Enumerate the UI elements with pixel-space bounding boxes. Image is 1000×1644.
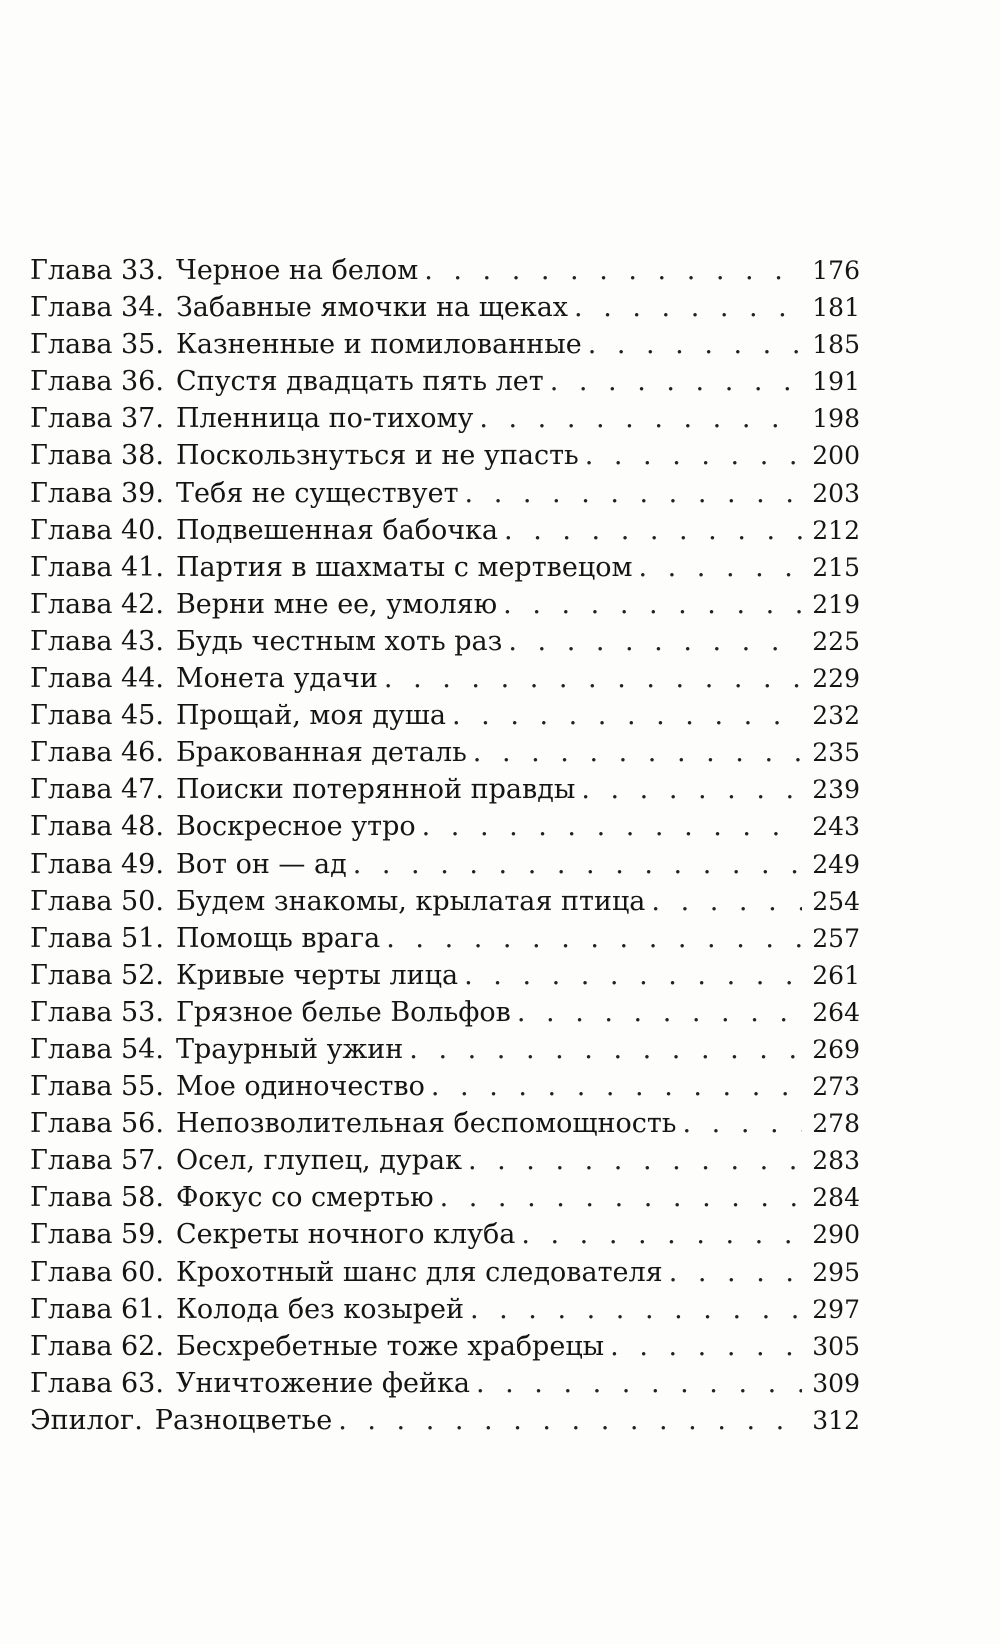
chapter-number: Глава 43. (30, 625, 164, 657)
chapter-number: Глава 52. (30, 959, 164, 991)
chapter-number: Глава 48. (30, 811, 164, 843)
page-number: 239 (812, 775, 860, 805)
page-number: 200 (812, 441, 860, 471)
dot-leader (550, 363, 802, 400)
toc-entry (30, 289, 860, 326)
chapter-number: Глава 38. (30, 440, 164, 472)
page-number: 235 (812, 738, 860, 768)
dot-leader (470, 1291, 802, 1328)
chapter-title: Мое одиночество (175, 1071, 425, 1103)
toc-entry (30, 697, 860, 734)
chapter-title: Монета удачи (175, 663, 378, 695)
chapter-number: Глава 33. (30, 255, 164, 286)
chapter-number: Глава 56. (30, 1108, 164, 1140)
toc-entry (30, 808, 860, 845)
dot-leader (409, 1031, 802, 1068)
chapter-number: Глава 41. (30, 551, 164, 583)
dot-leader (574, 289, 802, 326)
dot-leader (588, 326, 802, 363)
chapter-number: Глава 45. (30, 700, 164, 732)
chapter-title: Воскресное утро (175, 811, 416, 843)
dot-leader (468, 1142, 802, 1179)
chapter-title: Будем знакомы, крылатая птица (175, 885, 646, 917)
page-number: 284 (812, 1183, 860, 1213)
chapter-number: Глава 47. (30, 774, 164, 806)
chapter-number: Глава 40. (30, 514, 164, 546)
chapter-title: Помощь врага (175, 922, 381, 954)
page-number: 305 (812, 1331, 860, 1361)
chapter-title: Кривые черты лица (175, 959, 459, 991)
dot-leader (464, 957, 802, 994)
chapter-title: Колода без козырей (175, 1293, 464, 1325)
chapter-title: Забавные ямочки на щеках (175, 292, 569, 324)
chapter-number: Глава 46. (30, 737, 164, 769)
chapter-number: Эпилог. (30, 1404, 143, 1436)
page-number: 290 (812, 1220, 860, 1250)
chapter-title: Бесхребетные тоже храбрецы (175, 1330, 605, 1362)
chapter-number: Глава 58. (30, 1182, 164, 1214)
chapter-number: Глава 51. (30, 922, 164, 954)
toc-entry (30, 1105, 860, 1142)
chapter-title: Грязное белье Вольфов (175, 996, 511, 1028)
page-number: 278 (812, 1109, 860, 1139)
page-number: 185 (812, 330, 860, 360)
toc-entry (30, 437, 860, 474)
dot-leader (353, 846, 802, 883)
chapter-number: Глава 57. (30, 1145, 164, 1177)
chapter-title: Уничтожение фейка (175, 1367, 470, 1399)
chapter-title: Казненные и помилованные (175, 329, 582, 361)
page-number: 212 (812, 515, 860, 545)
dot-leader (638, 549, 802, 586)
chapter-number: Глава 54. (30, 1033, 164, 1065)
dot-leader (669, 1254, 802, 1291)
chapter-number: Глава 63. (30, 1367, 164, 1399)
dot-leader (440, 1179, 802, 1216)
table-of-contents (30, 252, 860, 1439)
dot-leader (503, 586, 802, 623)
chapter-title: Секреты ночного клуба (175, 1219, 516, 1251)
chapter-title: Вот он — ад (175, 848, 347, 880)
chapter-number: Глава 35. (30, 329, 164, 361)
page-number: 176 (812, 256, 860, 285)
chapter-title: Траурный ужин (175, 1033, 404, 1065)
dot-leader (465, 475, 802, 512)
toc-entry (30, 1031, 860, 1068)
page-number: 249 (812, 849, 860, 879)
toc-entry (30, 1068, 860, 1105)
dot-leader (338, 1402, 802, 1439)
toc-entry (30, 660, 860, 697)
chapter-number: Глава 53. (30, 996, 164, 1028)
dot-leader (424, 252, 802, 289)
chapter-number: Глава 37. (30, 403, 164, 435)
page-number: 261 (812, 960, 860, 990)
dot-leader (585, 437, 802, 474)
dot-leader (384, 660, 802, 697)
dot-leader (521, 1216, 802, 1253)
chapter-title: Крохотный шанс для следователя (175, 1256, 663, 1288)
chapter-number: Глава 39. (30, 477, 164, 509)
chapter-title: Бракованная деталь (175, 737, 467, 769)
toc-entry (30, 400, 860, 437)
chapter-title: Поскользнуться и не упасть (175, 440, 579, 472)
dot-leader (517, 994, 802, 1031)
page-number: 203 (812, 478, 860, 508)
toc-entry (30, 326, 860, 363)
toc-entry (30, 512, 860, 549)
chapter-number: Глава 55. (30, 1071, 164, 1103)
chapter-title: Прощай, моя душа (175, 700, 446, 732)
page-number: 295 (812, 1257, 860, 1287)
toc-entry (30, 1142, 860, 1179)
chapter-title: Верни мне ее, умоляю (175, 588, 498, 620)
dot-leader (508, 623, 802, 660)
chapter-number: Глава 44. (30, 663, 164, 695)
page-number: 312 (812, 1405, 860, 1435)
dot-leader (479, 400, 802, 437)
chapter-title: Спустя двадцать пять лет (175, 366, 544, 398)
toc-entry (30, 957, 860, 994)
toc-entry (30, 252, 860, 289)
chapter-title: Партия в шахматы с мертвецом (175, 551, 633, 583)
toc-entry (30, 734, 860, 771)
page-number: 273 (812, 1072, 860, 1102)
chapter-title: Тебя не существует (175, 477, 459, 509)
dot-leader (452, 697, 802, 734)
dot-leader (476, 1365, 802, 1402)
dot-leader (422, 808, 802, 845)
chapter-number: Глава 50. (30, 885, 164, 917)
chapter-number: Глава 36. (30, 366, 164, 398)
page-number: 219 (812, 589, 860, 619)
toc-entry (30, 623, 860, 660)
chapter-title: Поиски потерянной правды (175, 774, 576, 806)
chapter-title: Непозволительная беспомощность (175, 1108, 677, 1140)
chapter-number: Глава 34. (30, 292, 164, 324)
page-number: 198 (812, 404, 860, 434)
toc-entry (30, 994, 860, 1031)
page-number: 243 (812, 812, 860, 842)
chapter-title: Разноцветье (154, 1404, 333, 1436)
toc-entry (30, 1179, 860, 1216)
chapter-number: Глава 62. (30, 1330, 164, 1362)
toc-entry (30, 846, 860, 883)
chapter-title: Будь честным хоть раз (175, 625, 503, 657)
toc-entry (30, 883, 860, 920)
toc-entry (30, 586, 860, 623)
toc-entry (30, 363, 860, 400)
toc-entry (30, 549, 860, 586)
toc-entry (30, 1365, 860, 1402)
page-number: 297 (812, 1294, 860, 1324)
page-number: 191 (812, 367, 860, 397)
toc-entry (30, 1254, 860, 1291)
page-number: 283 (812, 1146, 860, 1176)
dot-leader (386, 920, 802, 957)
chapter-number: Глава 61. (30, 1293, 164, 1325)
page-number: 229 (812, 664, 860, 694)
chapter-title: Пленница по-тихому (175, 403, 474, 435)
chapter-number: Глава 42. (30, 588, 164, 620)
dot-leader (610, 1328, 802, 1365)
page-number: 257 (812, 923, 860, 953)
dot-leader (581, 771, 802, 808)
chapter-number: Глава 60. (30, 1256, 164, 1288)
page-number: 215 (812, 552, 860, 582)
page-number: 264 (812, 997, 860, 1027)
chapter-title: Осел, глупец, дурак (175, 1145, 462, 1177)
page-number: 181 (812, 293, 860, 323)
page-number: 309 (812, 1368, 860, 1398)
toc-entry (30, 1291, 860, 1328)
toc-entry (30, 1216, 860, 1253)
toc-entry (30, 475, 860, 512)
chapter-number: Глава 59. (30, 1219, 164, 1251)
toc-entry (30, 1402, 860, 1439)
chapter-number: Глава 49. (30, 848, 164, 880)
toc-entry (30, 1328, 860, 1365)
page-number: 232 (812, 701, 860, 731)
chapter-title: Подвешенная бабочка (175, 514, 499, 546)
dot-leader (683, 1105, 802, 1142)
page-number: 269 (812, 1034, 860, 1064)
dot-leader (504, 512, 802, 549)
toc-entry (30, 920, 860, 957)
chapter-title: Фокус со смертью (175, 1182, 434, 1214)
page-number: 254 (812, 886, 860, 916)
toc-entry (30, 771, 860, 808)
dot-leader (651, 883, 802, 920)
chapter-title: Черное на белом (175, 255, 419, 286)
page-number: 225 (812, 626, 860, 656)
dot-leader (473, 734, 802, 771)
dot-leader (431, 1068, 802, 1105)
